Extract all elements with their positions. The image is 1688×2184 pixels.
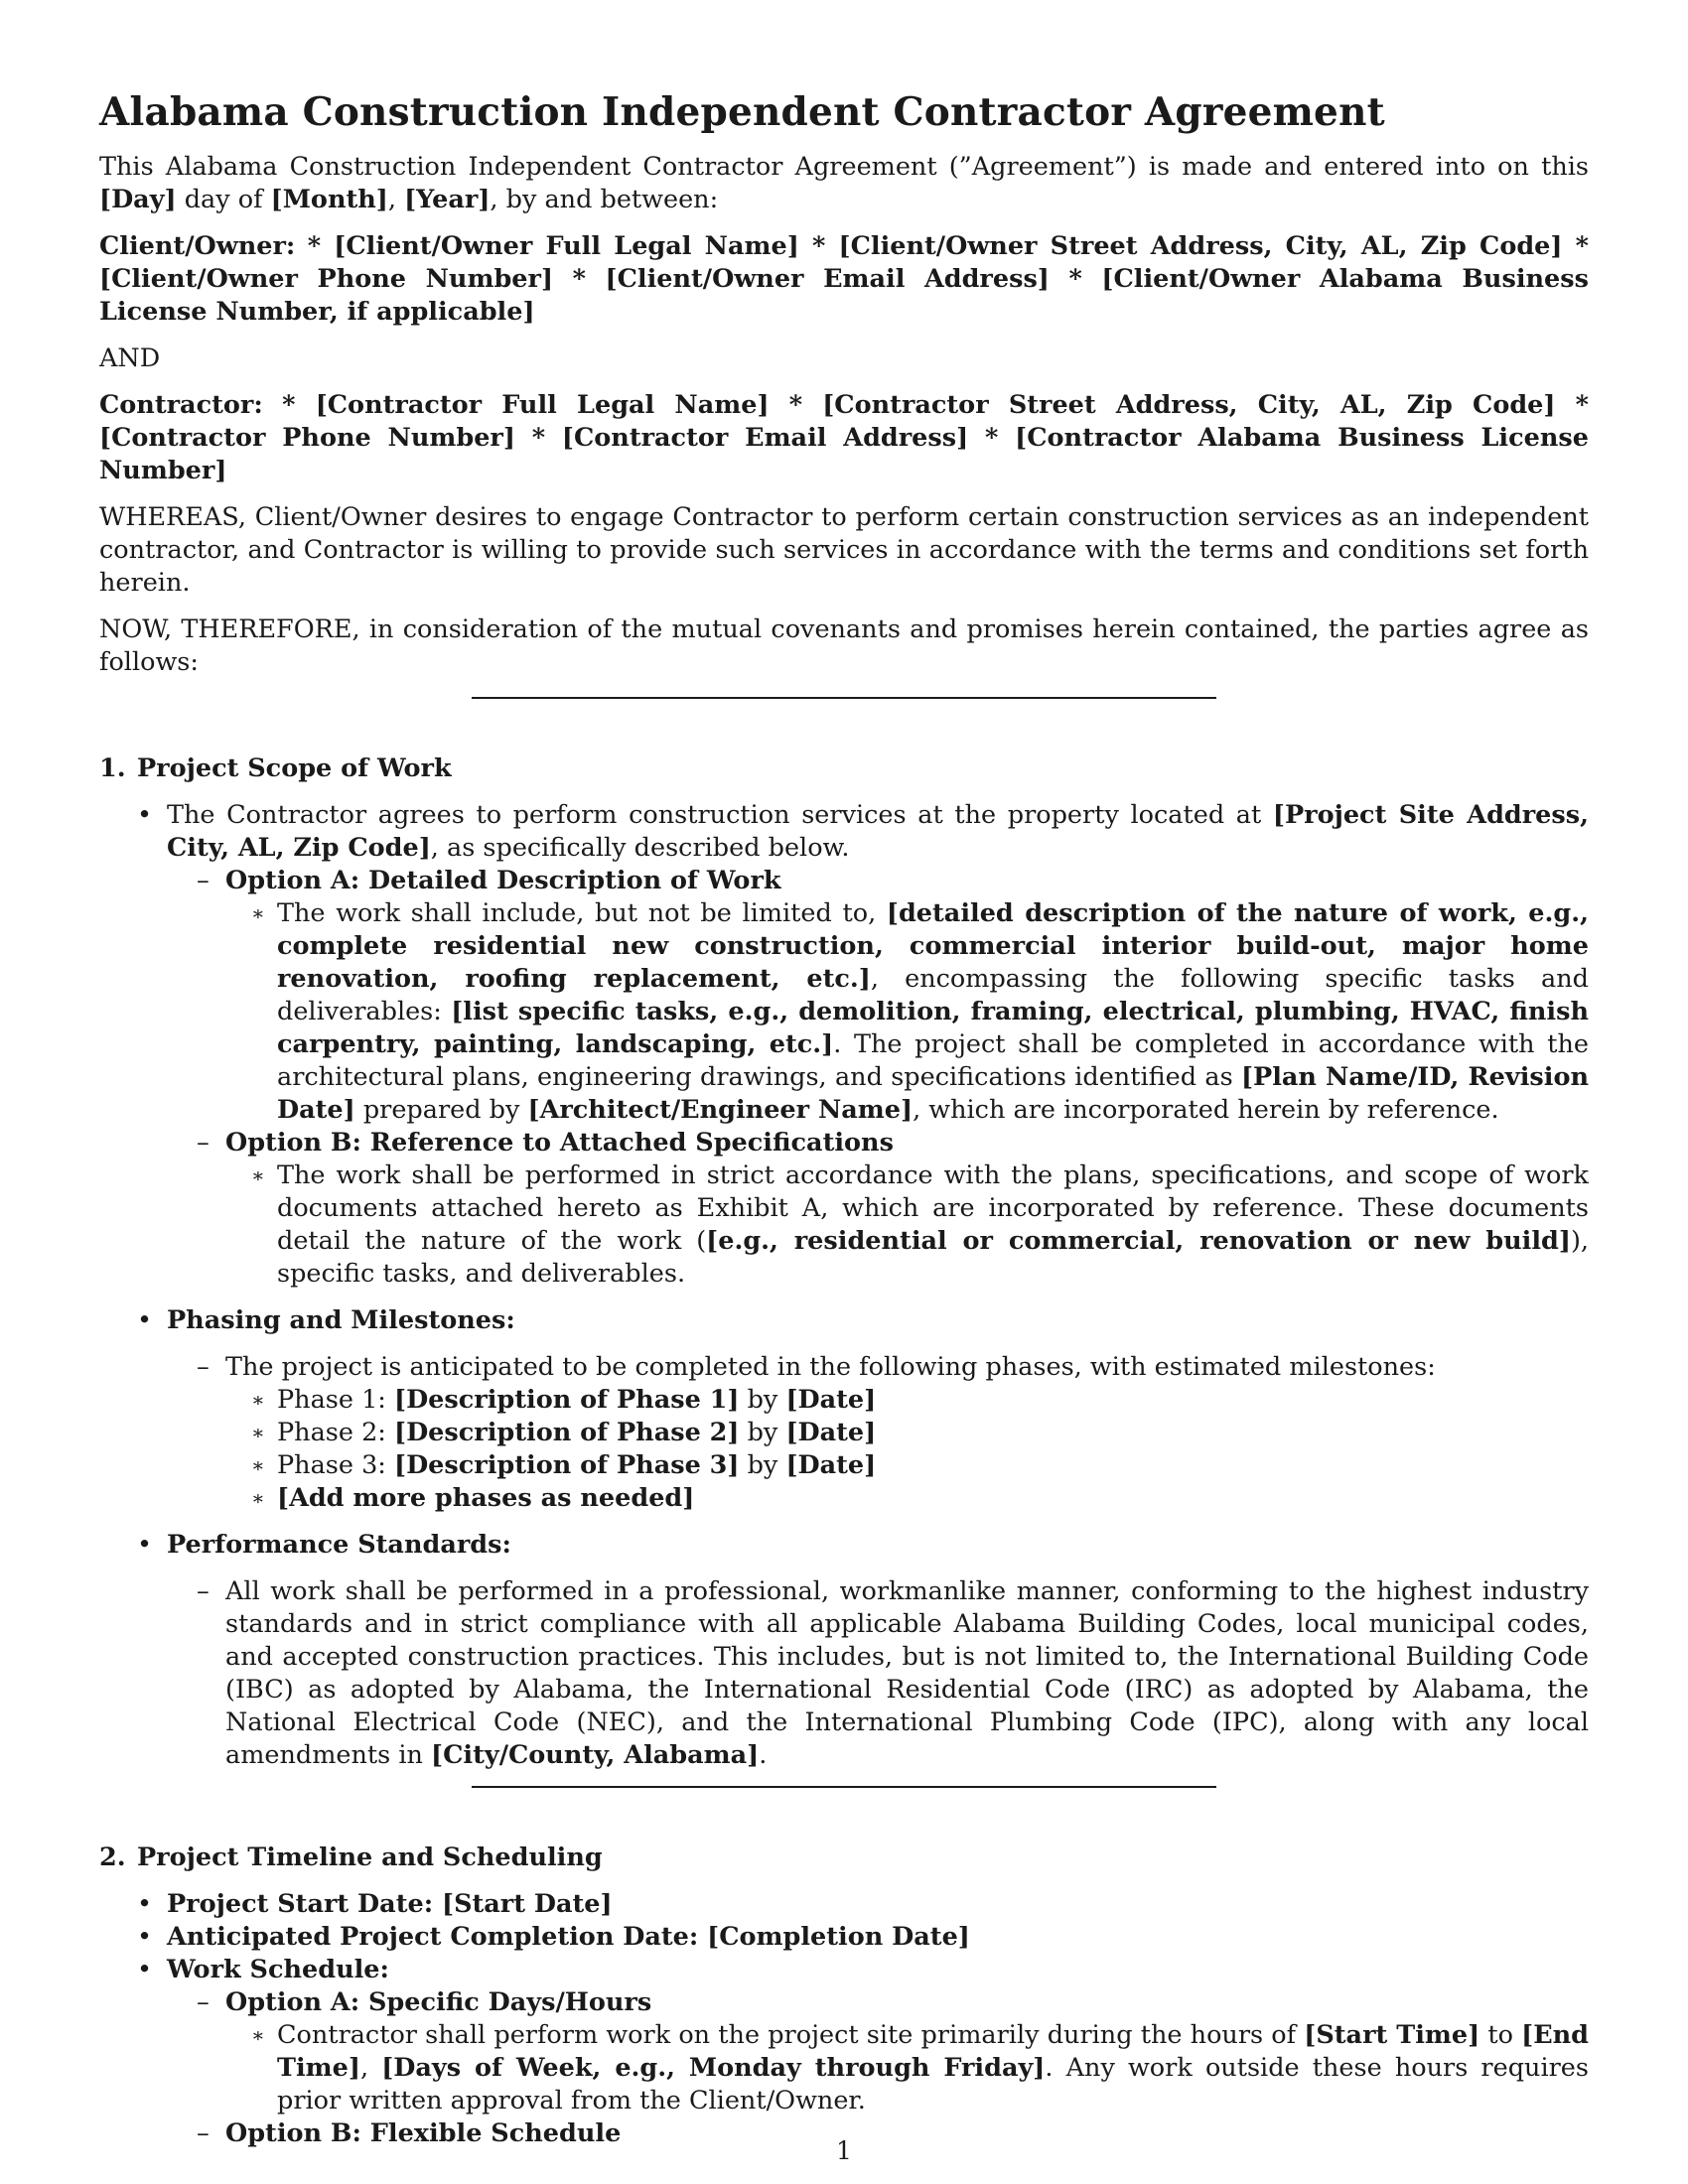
month-placeholder: [Month] [270, 185, 388, 214]
day-placeholder: [Day] [99, 185, 177, 214]
site-address-placeholder: [Project Site Address, City, AL, Zip Code] [167, 800, 1589, 863]
phasing-list [167, 1351, 1589, 1515]
tasks-placeholder: [list specific tasks, e.g., demolition, framing, electrical, plumbing, HVAC, finish carpentry, painting, landscaping, etc.] [277, 997, 1589, 1059]
dash-marker: – [197, 1128, 210, 1158]
bullet-marker: • [137, 1955, 153, 1984]
phase-by: by [739, 1450, 786, 1480]
client-details: * [Client/Owner Full Legal Name] * [Client/Owner Street Address, City, AL, Zip Code] * [Client/Owner Phone Number] * [Client/Owner Email Address] * [Client/Owner Alabama Business License Number, if applicable] [99, 231, 1590, 327]
phase-date: [Date] [785, 1418, 877, 1447]
schedule-option-b-heading: Option B: Flexible Schedule [225, 2118, 622, 2148]
list-item [99, 1529, 1589, 1772]
contractor-details: * [Contractor Full Legal Name] * [Contractor Street Address, City, AL, Zip Code] * [Contractor Phone Number] * [Contractor Email Address] * [Contractor Alabama Business License Number] [99, 390, 1589, 485]
option-a-list [225, 897, 1589, 1127]
phasing-heading: Phasing and Milestones: [167, 1305, 515, 1335]
phase-description: [Description of Phase 3] [394, 1450, 740, 1480]
work-description-placeholder: [detailed description of the nature of work, e.g., complete residential new construction, commercial interior build-out, major home renovation, roofing replacement, etc.] [277, 898, 1589, 994]
list-item [167, 1575, 1589, 1772]
phase-date: [Date] [785, 1385, 877, 1415]
phase-description: [Description of Phase 1] [394, 1385, 740, 1415]
bullet-marker: • [137, 1889, 153, 1919]
star-marker: ∗ [251, 1486, 265, 1510]
phase-description: [Description of Phase 2] [394, 1418, 740, 1447]
option-a-text: The work shall include, but not be limited to, [277, 898, 887, 928]
schedule-options-list [167, 1986, 1589, 2150]
performance-text: . [759, 1740, 768, 1770]
dash-marker: – [197, 1352, 210, 1382]
start-time-placeholder: [Start Time] [1304, 2020, 1480, 2050]
option-a-heading: Option A: Detailed Description of Work [225, 866, 781, 895]
performance-text: All work shall be performed in a professional, workmanlike manner, conforming to the highest industry standards and in strict compliance with all applicable Alabama Building Codes, local municipal codes, and accepted construction practices. This includes, but is not limited to, the International Building Code (IBC) as adopted by Alabama, the International Residential Code (IRC) as adopted by Alabama, the National Electrical Code (NEC), and the International Plumbing Code (IPC), along with any local amendments in [225, 1576, 1589, 1770]
list-item [167, 1351, 1589, 1515]
bullet-marker: • [137, 1922, 153, 1952]
intro-text: day of [176, 185, 271, 214]
option-a-text: . The project shall be completed in accordance with the architectural plans, engineering drawings, and specifications identified as [277, 1029, 1589, 1092]
performance-list [167, 1575, 1589, 1772]
option-b-list [225, 1160, 1589, 1291]
section-title: Project Timeline and Scheduling [137, 1843, 603, 1872]
dash-marker: – [197, 2118, 210, 2148]
contractor-block [99, 389, 1589, 487]
schedule-text: . Any work outside these hours requires prior written approval from the Client/Owner. [277, 2053, 1589, 2116]
schedule-text: to [1479, 2020, 1522, 2050]
list-item [99, 1304, 1589, 1515]
intro-paragraph [99, 151, 1589, 216]
bullet-marker: • [137, 1305, 153, 1335]
phases-list [225, 1384, 1589, 1515]
document-title: Alabama Construction Independent Contractor Agreement [99, 89, 1385, 135]
schedule-text: Contractor shall perform work on the project site primarily during the hours of [277, 2020, 1305, 2050]
star-marker: ∗ [251, 1421, 265, 1444]
phase-by: by [739, 1418, 786, 1447]
schedule-option-a-heading: Option A: Specific Days/Hours [225, 1987, 652, 2017]
section-1-heading [99, 752, 1589, 785]
section-number: 1. [99, 753, 126, 783]
work-type-placeholder: [e.g., residential or commercial, renovation or new build] [706, 1226, 1571, 1256]
add-phases-placeholder: [Add more phases as needed] [277, 1483, 695, 1513]
days-placeholder: [Days of Week, e.g., Monday through Friday] [381, 2053, 1046, 2083]
scope-text: , as specifically described below. [430, 833, 850, 863]
whereas-paragraph: WHEREAS, Client/Owner desires to engage Contractor to perform certain construction services as an independent contractor, and Contractor is willing to provide such services in accordance with the terms and conditions set forth herein. [99, 502, 1589, 598]
dash-marker: – [197, 1576, 210, 1606]
list-item [225, 2019, 1589, 2117]
page-number: 1 [836, 2136, 852, 2165]
option-a-text: , which are incorporated herein by reference. [913, 1095, 1499, 1125]
contractor-label: Contractor: [99, 390, 263, 420]
list-item [99, 1921, 1589, 1954]
start-date-placeholder: [Start Date] [442, 1889, 613, 1919]
year-placeholder: [Year] [404, 185, 491, 214]
document-page [99, 87, 1589, 2164]
list-item [225, 1384, 1589, 1417]
phase-label: Phase 3: [277, 1450, 394, 1480]
option-b-text: ), specific tasks, and deliverables. [277, 1226, 1589, 1289]
list-item [225, 1449, 1589, 1482]
now-therefore-paragraph: NOW, THEREFORE, in consideration of the mutual covenants and promises herein contained, the parties agree as follows: [99, 614, 1589, 677]
list-item [167, 1986, 1589, 2117]
phase-date: [Date] [785, 1450, 877, 1480]
intro-text: , [387, 185, 405, 214]
phase-label: Phase 1: [277, 1385, 394, 1415]
section-title: Project Scope of Work [137, 753, 452, 783]
bullet-marker: • [137, 1530, 153, 1560]
start-date-label: Project Start Date: [167, 1889, 442, 1919]
section-number: 2. [99, 1843, 126, 1872]
star-marker: ∗ [251, 901, 265, 925]
star-marker: ∗ [251, 1453, 265, 1477]
intro-text: This Alabama Construction Independent Contractor Agreement (”Agreement”) is made and entered into on this [99, 152, 1589, 182]
option-a-text: , encompassing the following specific tasks and deliverables: [277, 964, 1589, 1026]
section-divider [472, 1786, 1216, 1788]
option-b-heading: Option B: Reference to Attached Specifications [225, 1128, 894, 1158]
list-item [225, 1417, 1589, 1449]
section-2-heading [99, 1842, 1589, 1874]
list-item [225, 1160, 1589, 1291]
client-label: Client/Owner: [99, 231, 296, 261]
work-schedule-label: Work Schedule: [167, 1955, 389, 1984]
end-time-placeholder: [End Time] [277, 2020, 1590, 2083]
star-marker: ∗ [251, 2023, 265, 2047]
star-marker: ∗ [251, 1163, 265, 1187]
bullet-marker: • [137, 800, 153, 830]
schedule-text: , [359, 2053, 382, 2083]
dash-marker: – [197, 866, 210, 895]
section-divider [472, 697, 1216, 699]
list-item [99, 1888, 1589, 1921]
list-item [99, 799, 1589, 1291]
list-item [225, 897, 1589, 1127]
plan-placeholder: [Plan Name/ID, Revision Date] [277, 1062, 1589, 1125]
star-marker: ∗ [251, 1388, 265, 1412]
performance-heading: Performance Standards: [167, 1530, 511, 1560]
schedule-option-a-list [225, 2019, 1589, 2117]
phasing-lead: The project is anticipated to be completed in the following phases, with estimated milestones: [225, 1352, 1436, 1382]
section-1-list [99, 799, 1589, 1772]
scope-text: The Contractor agrees to perform construction services at the property located at [167, 800, 1273, 830]
list-item [167, 1127, 1589, 1291]
architect-placeholder: [Architect/Engineer Name] [527, 1095, 914, 1125]
options-list [167, 865, 1589, 1291]
option-a-text: prepared by [354, 1095, 528, 1125]
and-text: AND [99, 343, 161, 373]
list-item [225, 1482, 1589, 1515]
completion-date-label: Anticipated Project Completion Date: [167, 1922, 708, 1952]
phase-by: by [739, 1385, 786, 1415]
dash-marker: – [197, 1987, 210, 2017]
option-b-text: The work shall be performed in strict accordance with the plans, specifications, and scope of work documents attached hereto as Exhibit A, which are incorporated by reference. These documents detail the nature of the work ( [277, 1160, 1589, 1256]
list-item [167, 865, 1589, 1127]
section-2-list [99, 1888, 1589, 2150]
phase-label: Phase 2: [277, 1418, 394, 1447]
completion-date-placeholder: [Completion Date] [707, 1922, 970, 1952]
list-item [99, 1954, 1589, 2150]
intro-text: , by and between: [490, 185, 719, 214]
city-county-placeholder: [City/County, Alabama] [431, 1740, 760, 1770]
client-block [99, 230, 1589, 329]
